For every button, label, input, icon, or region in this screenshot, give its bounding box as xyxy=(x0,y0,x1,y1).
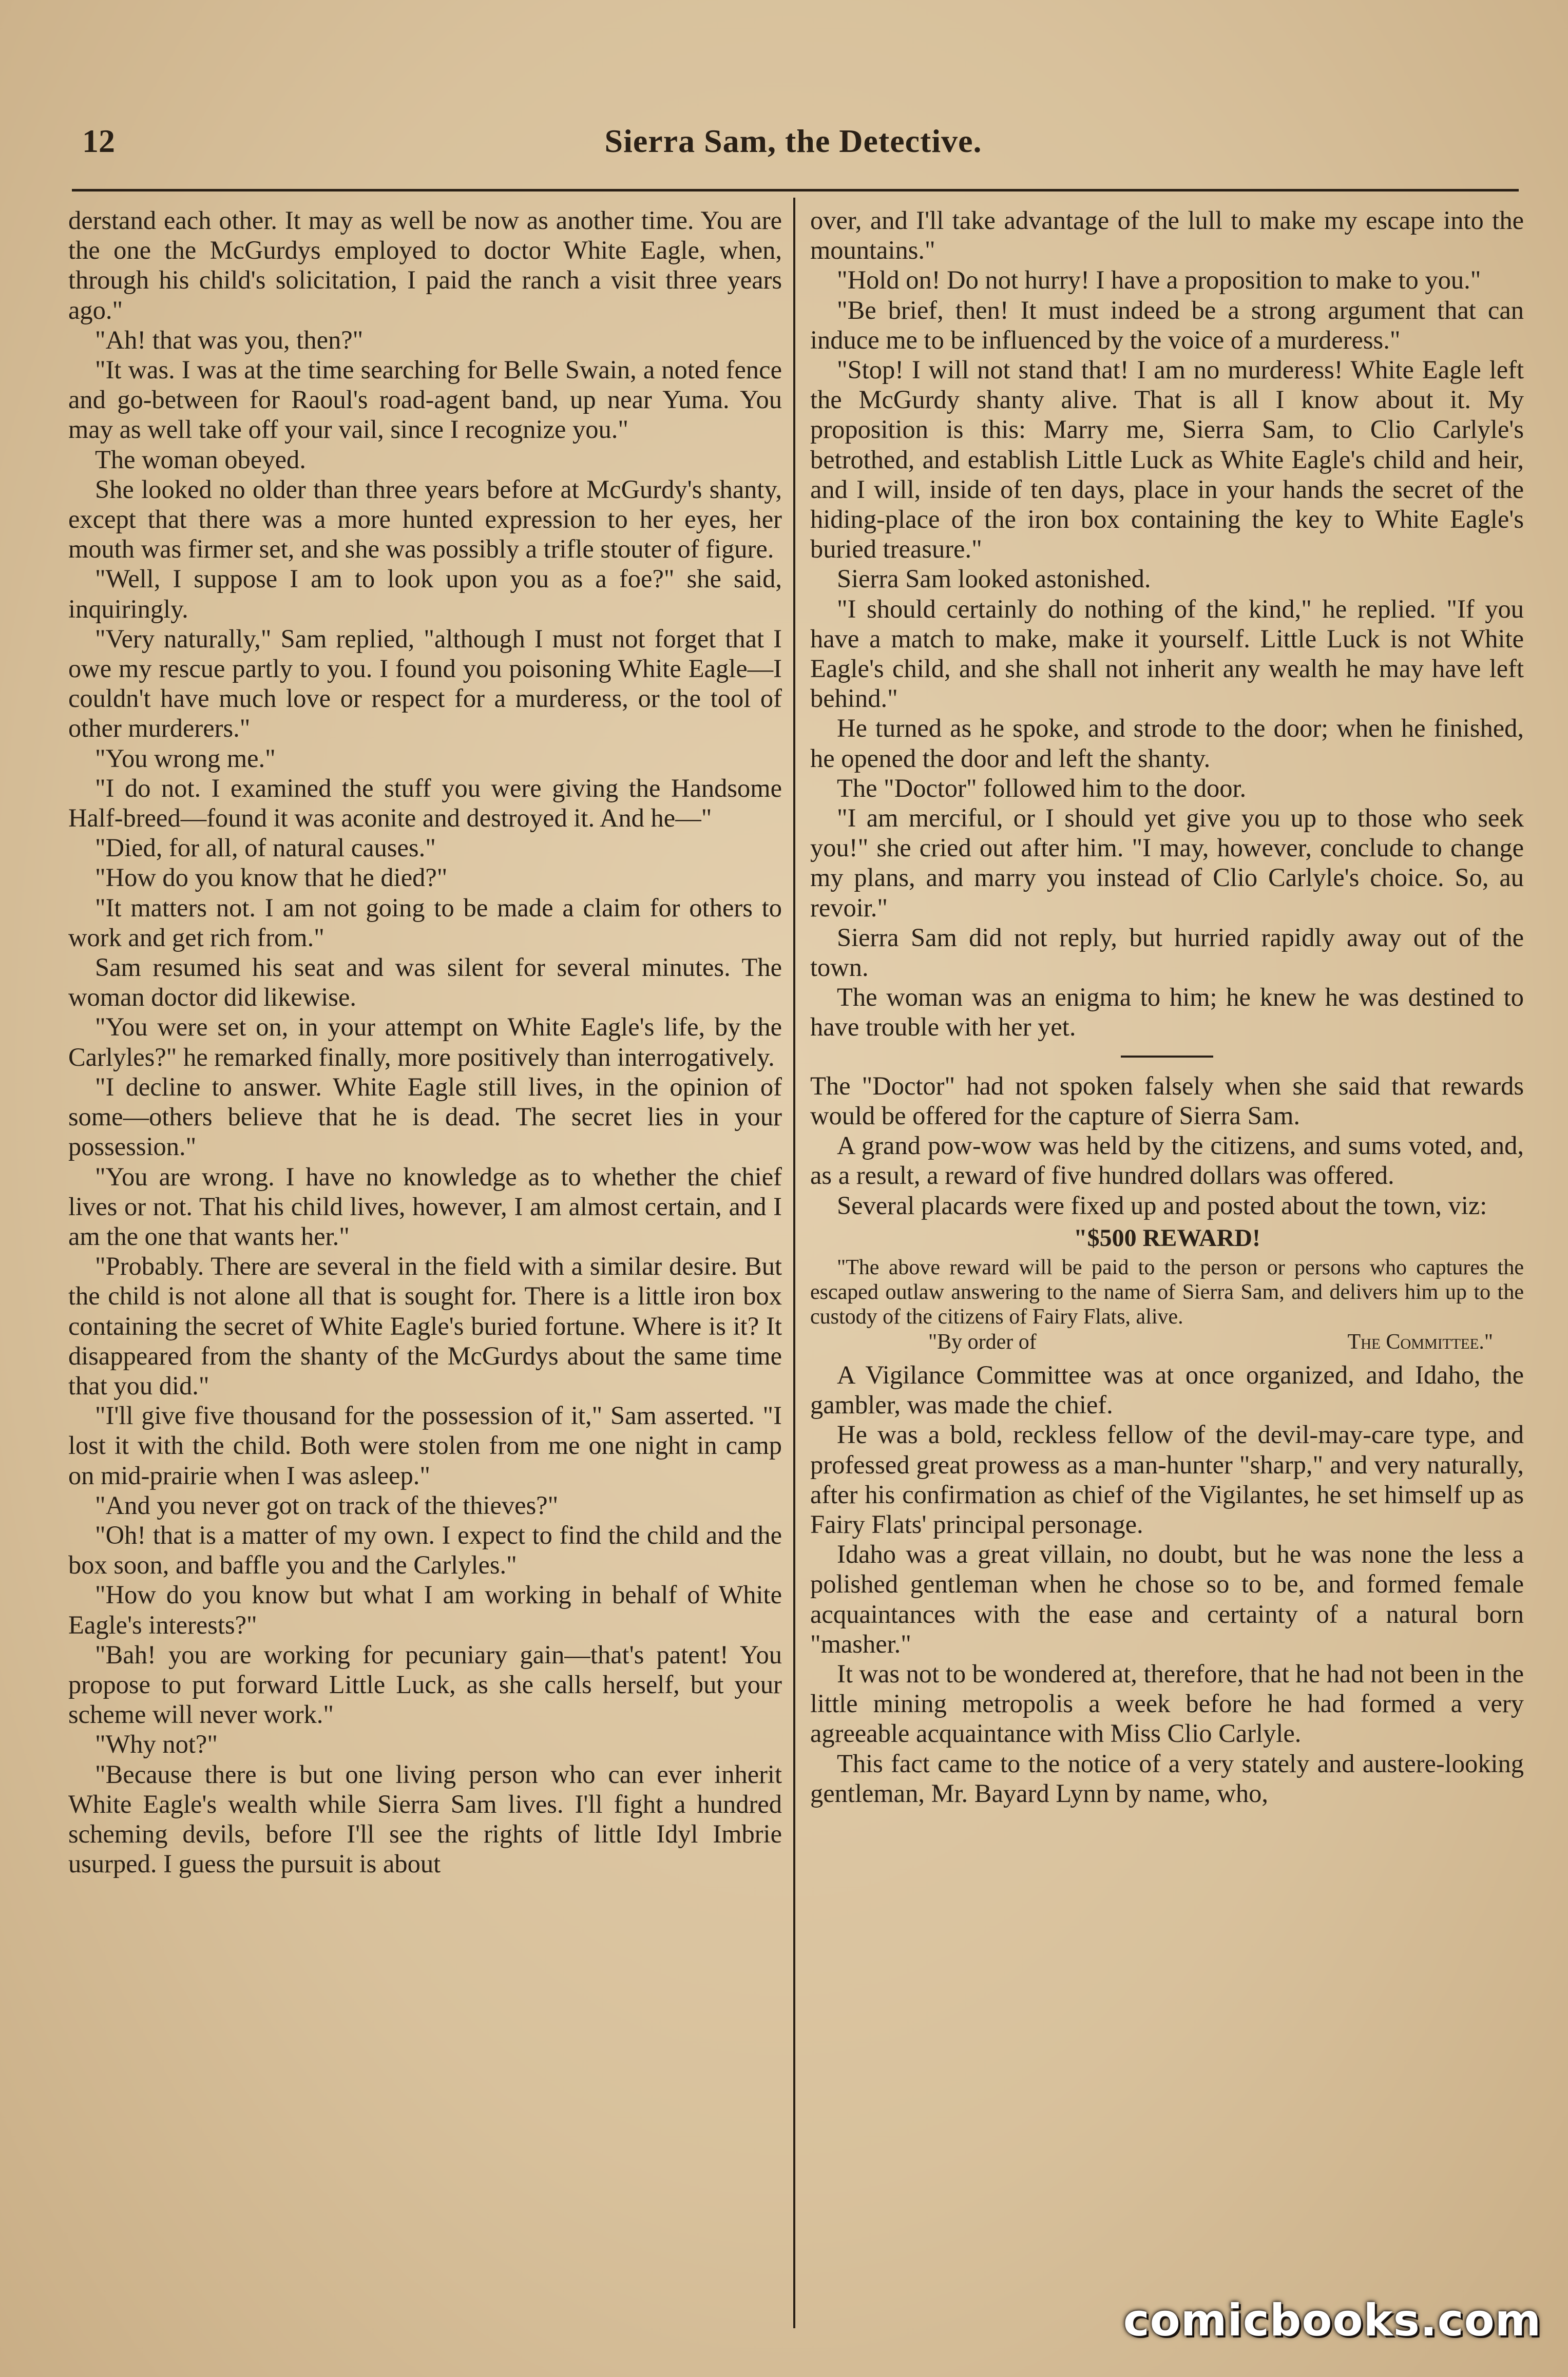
paragraph: It was not to be wondered at, therefore, that he had not been in the little mining metropolis a week before he had formed a very agreeable acquaintance with Miss Clio Carlyle. xyxy=(810,1659,1524,1748)
paragraph: This fact came to the notice of a very stately and austere-looking gentleman, Mr. Bayard Lynn by name, who, xyxy=(810,1749,1524,1808)
paragraph: "Bah! you are working for pecuniary gain—that's patent! You propose to put forward Little Luck, as she calls herself, but your scheme will never work." xyxy=(68,1640,782,1729)
paragraph: A grand pow-wow was held by the citizens, and sums voted, and, as a result, a reward of five hundred dollars was offered. xyxy=(810,1131,1524,1190)
paragraph: She looked no older than three years before at McGurdy's shanty, except that there was a more hunted expression to her eyes, her mouth was firmer set, and she was possibly a trifle stouter of figure. xyxy=(68,474,782,564)
watermark: comicbooks.com xyxy=(1123,2295,1542,2346)
notice-signature xyxy=(810,1329,1524,1360)
notice-sign-right: The Committee." xyxy=(1347,1330,1493,1354)
paragraph: "I do not. I examined the stuff you were giving the Handsome Half-breed—found it was aconite and destroyed it. And he—" xyxy=(68,773,782,833)
paragraph: "Stop! I will not stand that! I am no murderess! White Eagle left the McGurdy shanty alive. That is all I know about it. My proposition is this: Marry me, Sierra Sam, to Clio Carlyle's betrothed, and establish Little Luck as White Eagle's child and heir, and I will, inside of ten days, place in your hands the secret of the hiding-place of the iron box containing the key to White Eagle's buried treasure." xyxy=(810,355,1524,564)
paragraph: The "Doctor" had not spoken falsely when she said that rewards would be offered for the capture of Sierra Sam. xyxy=(810,1071,1524,1130)
page-number: 12 xyxy=(82,123,115,159)
paragraph: Idaho was a great villain, no doubt, but he was none the less a polished gentleman when he chose so to be, and formed female acquaintances with the ease and certainty of a natural born "masher." xyxy=(810,1540,1524,1658)
paragraph: "Because there is but one living person who can ever inherit White Eagle's wealth while Sierra Sam lives. I'll fight a hundred scheming devils, before I'll see the rights of little Idyl Imbrie usurped. I guess the pursuit is about xyxy=(68,1759,782,1878)
paragraph: "Hold on! Do not hurry! I have a proposition to make to you." xyxy=(837,265,1481,295)
paragraph: Sam resumed his seat and was silent for several minutes. The woman doctor did likewise. xyxy=(68,953,782,1012)
paragraph: "Oh! that is a matter of my own. I expect to find the child and the box soon, and baffle you and the Carlyles." xyxy=(68,1520,782,1580)
paragraph: "It was. I was at the time searching for Belle Swain, a noted fence and go-between for Raoul's road-agent band, up near Yuma. You may as well take off your vail, since I recognize you." xyxy=(68,355,782,444)
paragraph: The "Doctor" followed him to the door. xyxy=(837,773,1247,802)
right-column xyxy=(810,205,1524,2336)
paragraph: "Ah! that was you, then?" xyxy=(95,325,364,354)
paragraph: "You wrong me." xyxy=(95,743,276,773)
left-column xyxy=(68,205,782,2336)
paragraph: "How do you know but what I am working in behalf of White Eagle's interests?" xyxy=(68,1580,782,1639)
reward-notice xyxy=(810,1223,1524,1360)
paragraph: "Very naturally," Sam replied, "although I must not forget that I owe my rescue partly to you. I found you poisoning White Eagle—I couldn't have much love or respect for a murderess, or the tool of other murderers." xyxy=(68,624,782,743)
notice-text: "The above reward will be paid to the person or persons who captures the escaped outlaw answering to the name of Sierra Sam, and delivers him up to the custody of the citizens of Fairy Flats, alive. xyxy=(810,1255,1524,1329)
paragraph: "How do you know that he died?" xyxy=(95,863,448,892)
page-header xyxy=(67,117,1520,174)
notice-sign-left: "By order of xyxy=(928,1330,1037,1354)
paragraph: "You are wrong. I have no knowledge as to whether the chief lives or not. That his child lives, however, I am almost certain, and I am the one that wants her." xyxy=(68,1162,782,1251)
paragraph: derstand each other. It may as well be now as another time. You are the one the McGurdys employed to doctor White Eagle, when, through his child's solicitation, I paid the ranch a visit three years ago." xyxy=(68,206,782,324)
paragraph: "It matters not. I am not going to be made a claim for others to work and get rich from." xyxy=(68,893,782,952)
paragraph: He turned as he spoke, and strode to the door; when he finished, he opened the door and left the shanty. xyxy=(810,714,1524,773)
running-title: Sierra Sam, the Detective. xyxy=(604,123,982,159)
paragraph: "You were set on, in your attempt on White Eagle's life, by the Carlyles?" he remarked finally, more positively than interrogatively. xyxy=(68,1012,782,1071)
notice-title: "$500 REWARD! xyxy=(1074,1224,1260,1252)
paragraph: The woman obeyed. xyxy=(95,445,306,474)
paragraph: Sierra Sam looked astonished. xyxy=(837,564,1151,593)
paragraph: "Well, I suppose I am to look upon you as a foe?" she said, inquiringly. xyxy=(68,564,782,623)
paragraph: A Vigilance Committee was at once organized, and Idaho, the gambler, was made the chief. xyxy=(810,1360,1524,1420)
paragraph: over, and I'll take advantage of the lull to make my escape into the mountains." xyxy=(810,206,1524,265)
paragraph: He was a bold, reckless fellow of the devil-may-care type, and professed great prowess as a man-hunter "sharp," and very naturally, after his confirmation as chief of the Vigilantes, he set himself up as Fairy Flats' principal personage. xyxy=(810,1420,1524,1539)
section-divider xyxy=(1121,1056,1213,1058)
paragraph: "I am merciful, or I should yet give you up to those who seek you!" she cried out after him. "I may, however, conclude to change my plans, and marry you instead of Clio Carlyle's choice. So, au revoir." xyxy=(810,803,1524,922)
column-divider xyxy=(793,198,795,2328)
paragraph: "Why not?" xyxy=(95,1730,218,1759)
header-rule xyxy=(72,189,1519,191)
paragraph: Several placards were fixed up and posted about the town, viz: xyxy=(837,1191,1487,1220)
paragraph: "And you never got on track of the thieves?" xyxy=(95,1490,559,1520)
paragraph: "Be brief, then! It must indeed be a strong argument that can induce me to be influenced by the voice of a murderess." xyxy=(810,295,1524,354)
paragraph: "Died, for all, of natural causes." xyxy=(95,833,436,862)
paragraph: "Probably. There are several in the field with a similar desire. But the child is not alone all that is sought for. There is a little iron box containing the secret of White Eagle's buried fortune. Where is it? It disappeared from the shanty of the McGurdys about the same time that you did." xyxy=(68,1252,782,1400)
paragraph: "I should certainly do nothing of the kind," he replied. "If you have a match to make, make it yourself. Little Luck is not White Eagle's child, and she shall not inherit any wealth he may have left behind." xyxy=(810,594,1524,713)
paragraph: "I'll give five thousand for the possession of it," Sam asserted. "I lost it with the child. Both were stolen from me one night in camp on mid-prairie when I was asleep." xyxy=(68,1401,782,1490)
paragraph: Sierra Sam did not reply, but hurried rapidly away out of the town. xyxy=(810,923,1524,982)
paragraph: The woman was an enigma to him; he knew he was destined to have trouble with her yet. xyxy=(810,983,1524,1042)
paragraph: "I decline to answer. White Eagle still lives, in the opinion of some—others believe that he is dead. The secret lies in your possession." xyxy=(68,1072,782,1161)
